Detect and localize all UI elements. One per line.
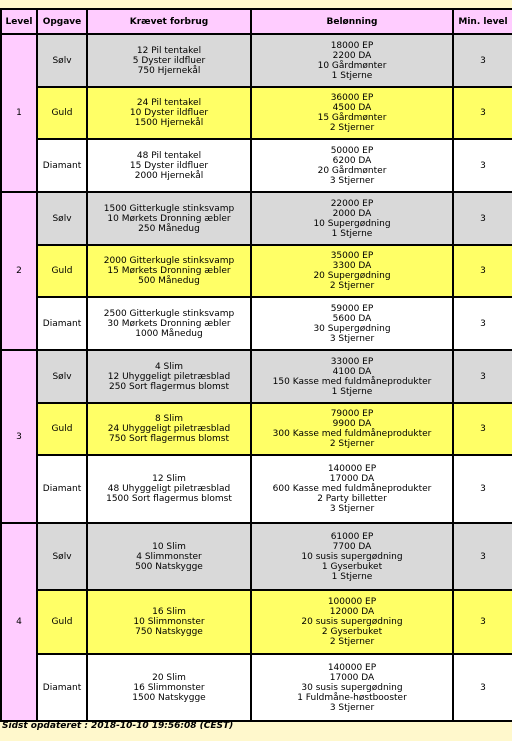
required-item: 1500 Natskygge	[132, 692, 206, 703]
reward-cell	[251, 297, 453, 350]
required-item: 30 Mørkets Dronning æbler	[107, 318, 231, 329]
required-item: 48 Pil tentakel	[136, 150, 202, 161]
reward-item: 20 Supergødning	[313, 271, 391, 281]
required-cell	[87, 297, 251, 350]
task-cell: Sølv	[37, 350, 87, 403]
min-level-cell: 3	[453, 523, 512, 590]
required-item: 15 Mørkets Dronning æbler	[107, 266, 231, 276]
task-cell: Diamant	[37, 654, 87, 721]
table-row	[1, 403, 512, 455]
required-cell	[87, 455, 251, 523]
reward-item: 1 Stjerne	[331, 386, 373, 397]
required-item: 500 Natskygge	[135, 561, 203, 572]
reward-item: 2 Stjerner	[329, 123, 375, 133]
table-row	[1, 245, 512, 297]
reward-cell	[251, 245, 453, 297]
required-cell	[87, 245, 251, 297]
required-cell	[87, 654, 251, 721]
reward-item: 61000 EP	[330, 531, 374, 542]
reward-item: 17000 DA	[329, 672, 375, 683]
reward-item: 1 Stjerne	[331, 571, 373, 582]
required-item: 250 Sort flagermus blomst	[108, 381, 230, 392]
task-cell: Sølv	[37, 192, 87, 245]
reward-cell	[251, 139, 453, 192]
task-cell: Diamant	[37, 139, 87, 192]
reward-item: 140000 EP	[327, 464, 377, 474]
reward-item: 30 susis supergødning	[301, 682, 403, 693]
reward-item: 1 Stjerne	[331, 228, 373, 239]
task-cell: Sølv	[37, 523, 87, 590]
reward-item: 18000 EP	[330, 40, 374, 51]
required-item: 48 Uhyggeligt piletræsblad	[107, 484, 231, 494]
reward-item: 1 Gyserbuket	[321, 561, 383, 572]
required-item: 1500 Hjernekål	[134, 118, 204, 128]
task-cell: Diamant	[37, 455, 87, 523]
reward-item: 6200 DA	[332, 155, 372, 166]
required-item: 10 Mørkets Dronning æbler	[107, 213, 231, 224]
required-item: 750 Hjernekål	[137, 65, 201, 76]
required-item: 750 Sort flagermus blomst	[108, 434, 230, 444]
required-cell	[87, 590, 251, 654]
table-row	[1, 350, 512, 403]
header-min-level: Min. level	[453, 9, 512, 34]
reward-item: 4500 DA	[332, 103, 372, 113]
required-item: 2500 Gitterkugle stinksvamp	[103, 308, 235, 319]
reward-item: 3 Stjerner	[329, 333, 375, 344]
required-cell	[87, 523, 251, 590]
reward-cell	[251, 455, 453, 523]
required-item: 4 Slim	[154, 361, 184, 372]
reward-item: 10 Gårdmønter	[317, 60, 387, 71]
reward-item: 10 susis supergødning	[301, 551, 403, 562]
table-row	[1, 455, 512, 523]
required-item: 12 Uhyggeligt piletræsblad	[107, 371, 231, 382]
reward-item: 30 Supergødning	[313, 323, 391, 334]
reward-item: 100000 EP	[327, 597, 377, 607]
min-level-cell: 3	[453, 590, 512, 654]
min-level-cell: 3	[453, 139, 512, 192]
header-task: Opgave	[37, 9, 87, 34]
level-cell: 1	[1, 34, 37, 192]
reward-item: 3 Stjerner	[329, 504, 375, 514]
required-item: 4 Slimmonster	[136, 551, 202, 562]
reward-item: 2 Party billetter	[317, 494, 387, 504]
reward-item: 35000 EP	[330, 251, 374, 261]
quest-table-body	[1, 34, 512, 721]
reward-item: 33000 EP	[330, 356, 374, 367]
reward-item: 20 susis supergødning	[301, 617, 403, 627]
reward-cell	[251, 87, 453, 139]
table-row	[1, 523, 512, 590]
reward-item: 2 Stjerner	[329, 281, 375, 291]
header-reward: Belønning	[251, 9, 453, 34]
required-item: 5 Dyster ildfluer	[132, 55, 206, 66]
required-cell	[87, 192, 251, 245]
quest-table	[0, 8, 512, 722]
required-item: 10 Slimmonster	[133, 617, 205, 627]
level-cell: 3	[1, 350, 37, 523]
reward-item: 12000 DA	[329, 607, 375, 617]
required-item: 1000 Månedug	[135, 328, 203, 339]
reward-item: 2200 DA	[332, 50, 372, 61]
reward-item: 2 Stjerner	[329, 637, 375, 647]
reward-item: 59000 EP	[330, 303, 374, 314]
required-item: 10 Slim	[152, 541, 186, 552]
required-item: 500 Månedug	[138, 276, 200, 286]
reward-item: 15 Gårdmønter	[317, 113, 387, 123]
table-row	[1, 192, 512, 245]
min-level-cell: 3	[453, 350, 512, 403]
reward-item: 50000 EP	[330, 145, 374, 156]
reward-item: 2 Stjerner	[329, 439, 375, 449]
reward-cell	[251, 523, 453, 590]
required-item: 15 Dyster ildfluer	[129, 160, 209, 171]
task-cell: Guld	[37, 87, 87, 139]
reward-item: 1 Stjerne	[331, 70, 373, 81]
required-item: 750 Natskygge	[135, 627, 203, 637]
reward-item: 1 Fuldmåne-høstbooster	[297, 692, 407, 703]
min-level-cell: 3	[453, 34, 512, 87]
required-item: 2000 Gitterkugle stinksvamp	[103, 256, 235, 266]
header-row	[1, 9, 512, 34]
reward-cell	[251, 350, 453, 403]
reward-item: 300 Kasse med fuldmåneprodukter	[272, 429, 432, 439]
last-updated: Sidst opdateret : 2018-10-10 19:56:08 (CEST)	[2, 721, 234, 731]
reward-item: 3300 DA	[332, 261, 372, 271]
table-row	[1, 139, 512, 192]
min-level-cell: 3	[453, 245, 512, 297]
task-cell: Guld	[37, 403, 87, 455]
required-item: 20 Slim	[152, 672, 186, 683]
required-cell	[87, 34, 251, 87]
reward-item: 9900 DA	[332, 419, 372, 429]
reward-item: 140000 EP	[327, 662, 377, 673]
reward-item: 20 Gårdmønter	[317, 165, 387, 176]
task-cell: Diamant	[37, 297, 87, 350]
reward-cell	[251, 34, 453, 87]
task-cell: Sølv	[37, 34, 87, 87]
reward-cell	[251, 590, 453, 654]
min-level-cell: 3	[453, 192, 512, 245]
required-item: 24 Pil tentakel	[136, 98, 202, 108]
reward-item: 3 Stjerner	[329, 702, 375, 713]
reward-item: 5600 DA	[332, 313, 372, 324]
reward-item: 2 Gyserbuket	[321, 627, 383, 637]
table-row	[1, 590, 512, 654]
reward-item: 36000 EP	[330, 93, 374, 103]
min-level-cell: 3	[453, 87, 512, 139]
required-item: 1500 Gitterkugle stinksvamp	[103, 203, 235, 214]
reward-item: 4100 DA	[332, 366, 372, 377]
required-item: 250 Månedug	[138, 223, 200, 234]
level-cell: 4	[1, 523, 37, 721]
required-item: 2000 Hjernekål	[134, 170, 204, 181]
reward-item: 150 Kasse med fuldmåneprodukter	[272, 376, 432, 387]
table-row	[1, 297, 512, 350]
reward-cell	[251, 654, 453, 721]
reward-item: 600 Kasse med fuldmåneprodukter	[272, 484, 432, 494]
required-item: 16 Slim	[152, 607, 186, 617]
reward-item: 3 Stjerner	[329, 175, 375, 186]
header-required: Krævet forbrug	[87, 9, 251, 34]
required-cell	[87, 87, 251, 139]
min-level-cell: 3	[453, 403, 512, 455]
required-cell	[87, 350, 251, 403]
required-item: 8 Slim	[154, 414, 184, 424]
reward-item: 10 Supergødning	[313, 218, 391, 229]
required-item: 12 Pil tentakel	[136, 45, 202, 56]
required-item: 24 Uhyggeligt piletræsblad	[107, 424, 231, 434]
reward-cell	[251, 403, 453, 455]
level-cell: 2	[1, 192, 37, 350]
min-level-cell: 3	[453, 654, 512, 721]
min-level-cell: 3	[453, 455, 512, 523]
table-row	[1, 34, 512, 87]
task-cell: Guld	[37, 590, 87, 654]
table-row	[1, 654, 512, 721]
reward-cell	[251, 192, 453, 245]
reward-item: 2000 DA	[332, 208, 372, 219]
header-level: Level	[1, 9, 37, 34]
reward-item: 17000 DA	[329, 474, 375, 484]
reward-item: 22000 EP	[330, 198, 374, 209]
required-item: 10 Dyster ildfluer	[129, 108, 209, 118]
required-item: 16 Slimmonster	[133, 682, 205, 693]
required-item: 12 Slim	[152, 474, 186, 484]
required-cell	[87, 139, 251, 192]
required-cell	[87, 403, 251, 455]
reward-item: 79000 EP	[330, 409, 374, 419]
min-level-cell: 3	[453, 297, 512, 350]
task-cell: Guld	[37, 245, 87, 297]
required-item: 1500 Sort flagermus blomst	[106, 494, 232, 504]
reward-item: 7700 DA	[332, 541, 372, 552]
table-row	[1, 87, 512, 139]
